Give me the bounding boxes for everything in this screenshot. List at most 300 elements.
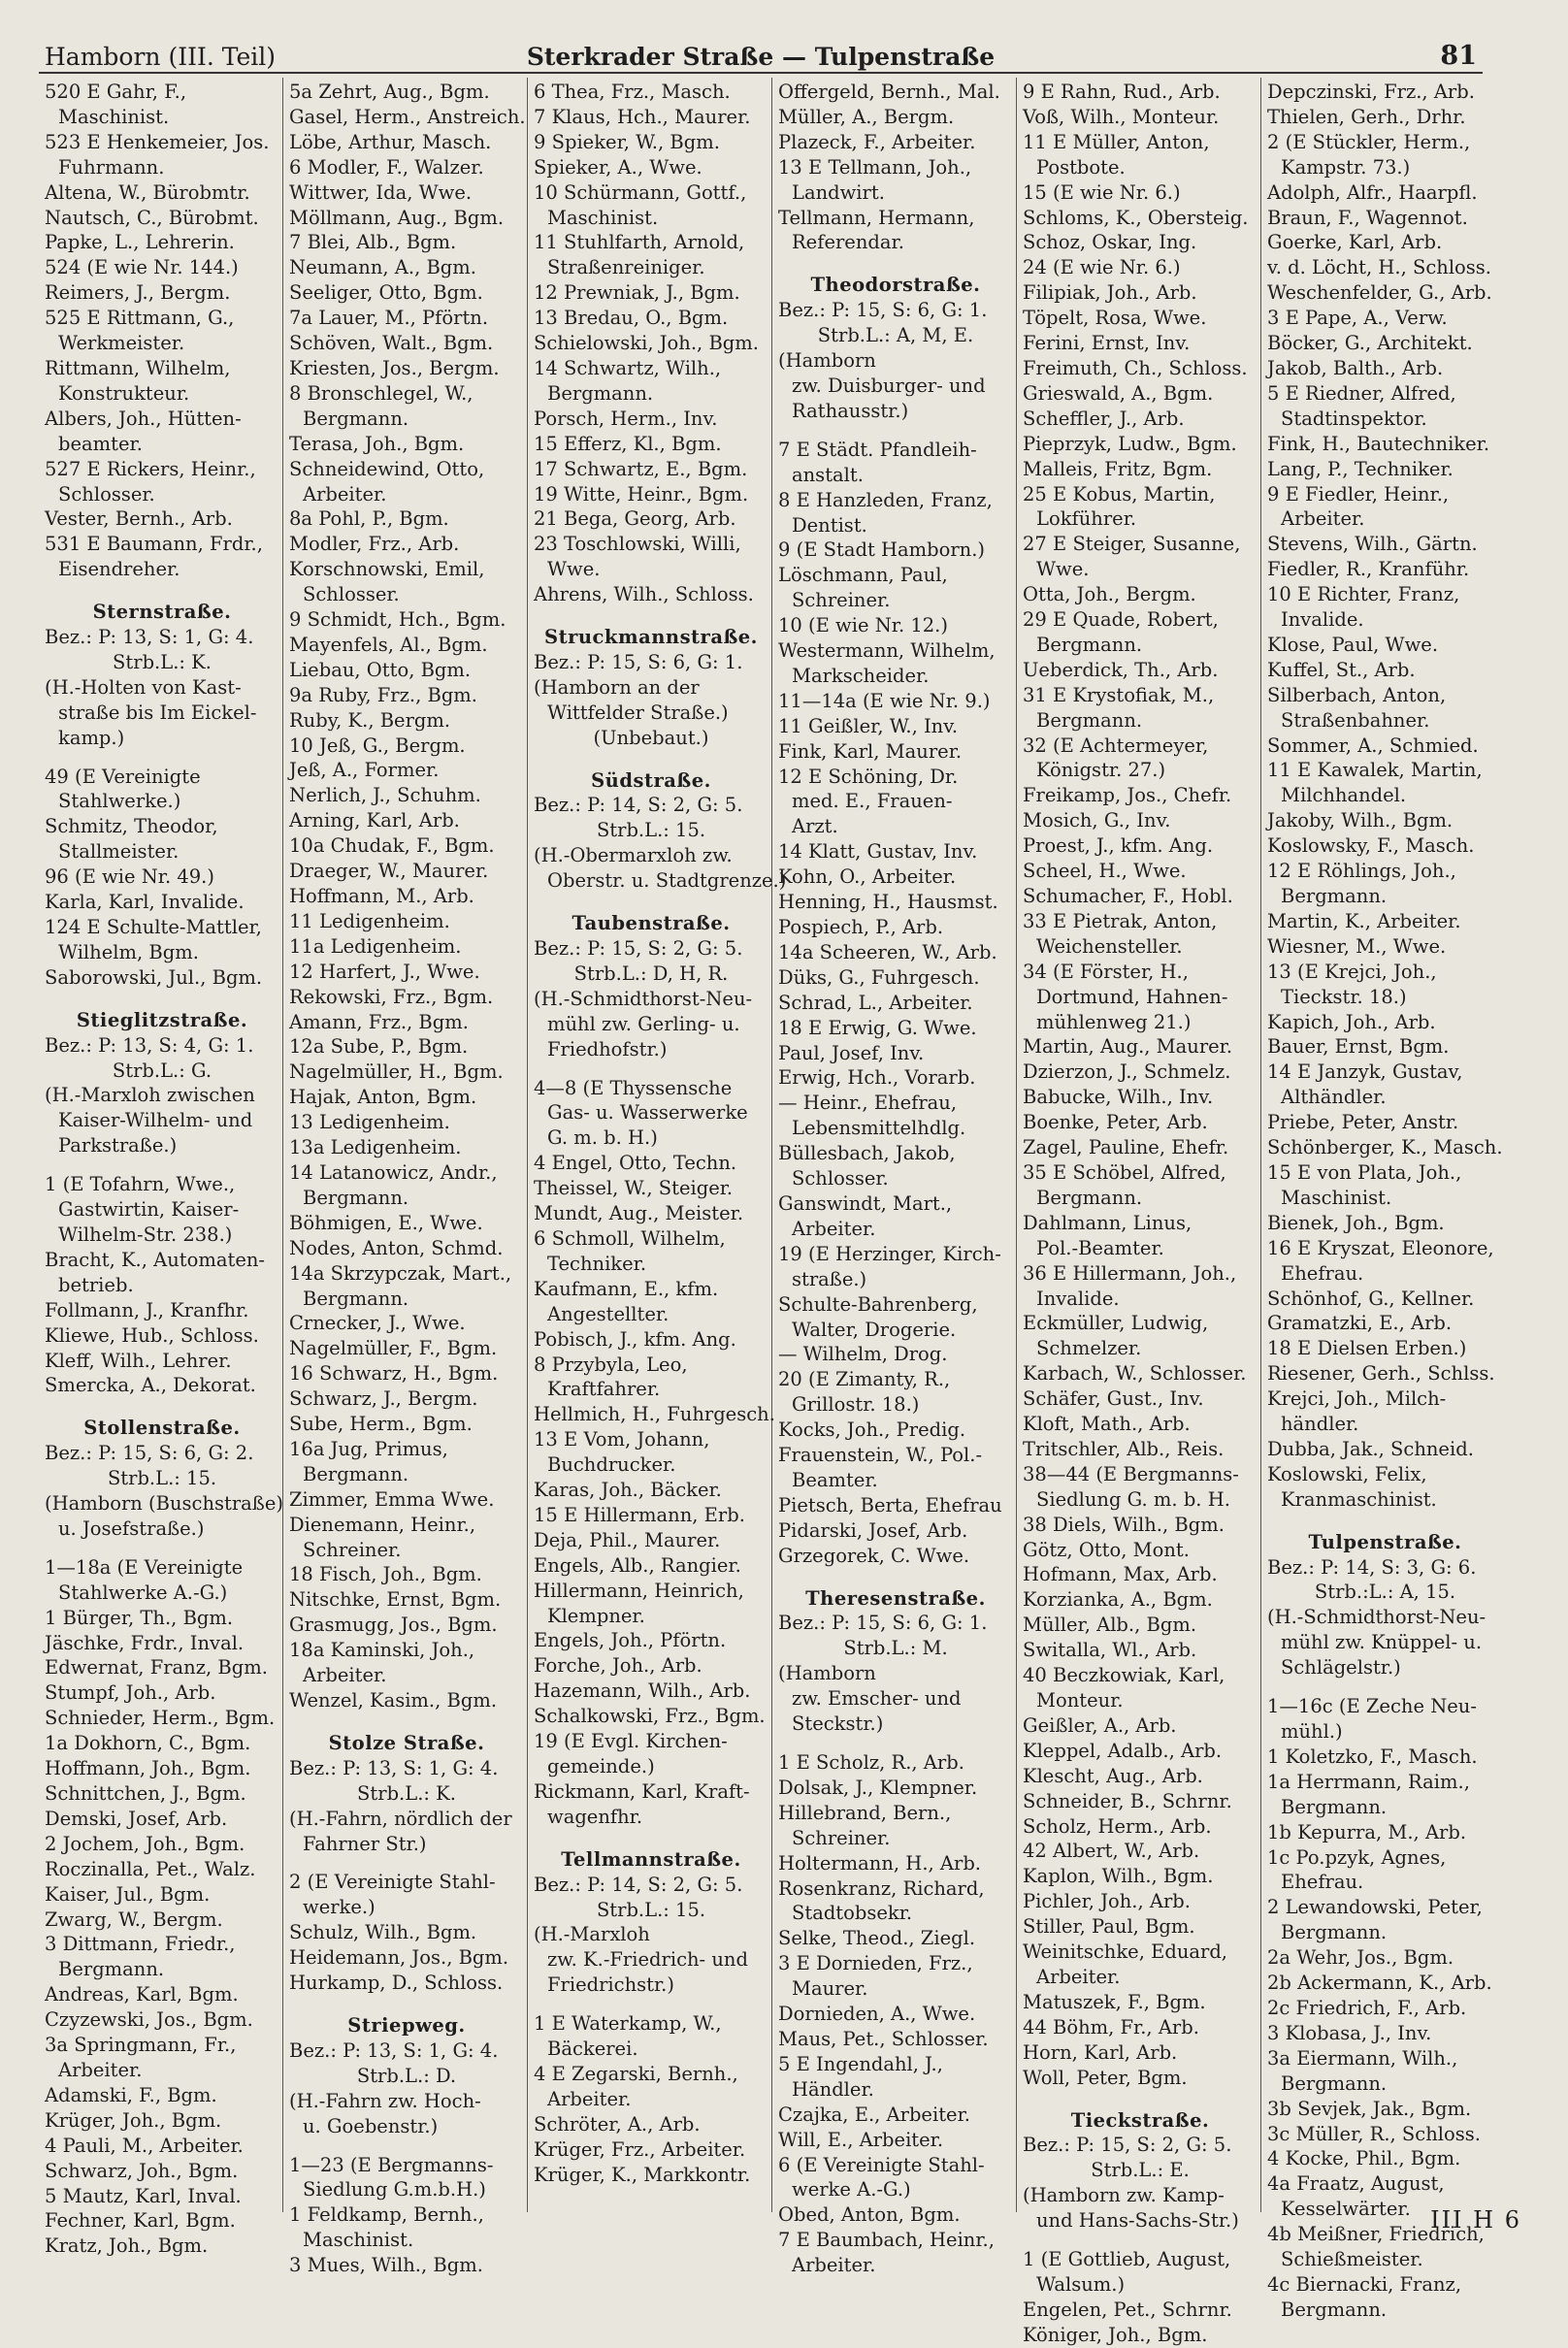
spacer	[45, 582, 279, 596]
entry-continuation: Stadtobsekr.	[792, 1902, 913, 1925]
entry-continuation: Angestellter.	[547, 1302, 670, 1325]
directory-entry: Edwernat, Franz, Bgm.	[45, 1656, 268, 1679]
directory-entry: Fink, H., Bautechniker.	[1267, 432, 1490, 455]
entry-continuation: Siedlung G.m.b.H.)	[303, 2178, 486, 2201]
directory-entry: Dornieden, A., Wwe.	[778, 2003, 976, 2026]
spacer	[534, 1062, 768, 1076]
directory-entry: Dolsak, J., Klempner.	[778, 1776, 978, 1799]
directory-entry: (H.-Obermarxloh zw.	[534, 844, 733, 867]
directory-entry: Selke, Theod., Ziegl.	[778, 1927, 976, 1950]
spacer	[778, 424, 1013, 438]
directory-entry: Offergeld, Bernh., Mal.	[778, 81, 1000, 103]
directory-entry: Freimuth, Ch., Schloss.	[1023, 356, 1248, 379]
street-heading: Südstraße.	[591, 768, 711, 792]
directory-entry: 44 Böhm, Fr., Arb.	[1023, 2015, 1199, 2038]
directory-entry: Rosenkranz, Richard,	[778, 1876, 985, 1900]
directory-entry: Will, E., Arbeiter.	[778, 2128, 944, 2151]
directory-entry: 1a Dokhorn, C., Bgm.	[45, 1732, 251, 1755]
directory-entry: Schneider, B., Schrnr.	[1023, 1789, 1232, 1812]
directory-entry: (Hamborn	[778, 1662, 876, 1685]
entry-continuation: Straßenbahner.	[1281, 708, 1430, 732]
entry-continuation: Maschinist.	[547, 206, 659, 229]
directory-entry: Bez.: P: 14, S: 2, G: 5.	[534, 1873, 743, 1896]
directory-entry: 18 Fisch, Joh., Bgm.	[289, 1563, 482, 1586]
directory-entry: 36 E Hillermann, Joh.,	[1023, 1261, 1237, 1285]
entry-continuation: Schlosser.	[792, 1167, 889, 1190]
directory-entry: 14a Skrzypczak, Mart.,	[289, 1261, 512, 1285]
directory-entry: 10 E Richter, Franz,	[1267, 583, 1460, 606]
entry-continuation: mühl.)	[1281, 1720, 1343, 1743]
directory-entry: Klescht, Aug., Arb.	[1023, 1764, 1203, 1787]
directory-entry: Sommer, A., Schmied.	[1267, 734, 1479, 757]
street-heading: Tellmannstraße.	[561, 1847, 741, 1871]
directory-entry: 11 Geißler, W., Inv.	[778, 714, 959, 737]
entry-continuation: kamp.)	[58, 726, 125, 749]
entry-continuation: Konstrukteur.	[58, 381, 190, 405]
column-2	[283, 78, 528, 2277]
column-3	[528, 78, 787, 2212]
directory-entry: 31 E Krystofiak, M.,	[1023, 683, 1215, 706]
street-heading: Tieckstraße.	[1070, 2108, 1210, 2132]
entry-continuation: Arbeiter.	[547, 2087, 632, 2110]
directory-entry: 34 (E Förster, H.,	[1023, 960, 1189, 983]
directory-entry: 1b Kepurra, M., Arb.	[1267, 1820, 1467, 1843]
directory-entry: 12a Sube, P., Bgm.	[289, 1035, 469, 1059]
directory-entry: Schönhof, G., Kellner.	[1267, 1287, 1475, 1310]
directory-entry: Zagel, Pauline, Ehefr.	[1023, 1136, 1229, 1159]
directory-entry: 3 Mues, Wilh., Bgm.	[289, 2254, 483, 2277]
entry-continuation: Gastwirtin, Kaiser-	[58, 1198, 240, 1222]
directory-entry: Jäschke, Frdr., Inval.	[45, 1631, 245, 1654]
directory-entry: 10 Schürmann, Gottf.,	[534, 180, 747, 204]
directory-entry: 2c Friedrich, F., Arb.	[1267, 1996, 1467, 2019]
directory-entry: Ueberdick, Th., Arb.	[1023, 658, 1219, 681]
entry-continuation: werke.)	[303, 1896, 376, 1919]
directory-entry: Bez.: P: 14, S: 2, G: 5.	[534, 794, 743, 817]
entry-continuation: Kesselwärter.	[1281, 2198, 1411, 2221]
directory-entry: Erwig, Hch., Vorarb.	[778, 1066, 976, 1090]
spacer	[1023, 2234, 1258, 2247]
directory-entry: 8 Przybyla, Leo,	[534, 1353, 688, 1376]
directory-entry: Hoffmann, M., Arb.	[289, 885, 474, 907]
directory-entry: Schielowski, Joh., Bgm.	[534, 332, 759, 355]
spacer	[45, 1398, 279, 1412]
directory-entry: Braun, F., Wagennot.	[1267, 206, 1468, 229]
entry-continuation: Arbeiter.	[58, 2058, 143, 2081]
directory-entry: Müller, Alb., Bgm.	[1023, 1614, 1197, 1637]
directory-entry: Draeger, W., Maurer.	[289, 860, 489, 883]
directory-entry: Bez.: P: 13, S: 4, G: 1.	[45, 1033, 254, 1057]
directory-entry: 13a Ledigenheim.	[289, 1136, 462, 1159]
directory-entry: 12 E Röhlings, Joh.,	[1267, 860, 1456, 883]
header-section: Hamborn (III. Teil)	[45, 43, 277, 71]
directory-entry: Babucke, Wilh., Inv.	[1023, 1086, 1214, 1109]
entry-continuation: und Hans-Sachs-Str.)	[1036, 2209, 1239, 2233]
directory-entry: Kriesten, Jos., Bergm.	[289, 356, 500, 379]
street-info: Strb.L.: K.	[357, 1781, 456, 1805]
directory-entry: 29 E Quade, Robert,	[1023, 608, 1219, 632]
street-info: Strb.:L.: A, 15.	[1314, 1581, 1456, 1604]
entry-continuation: mühl zw. Gerling- u.	[547, 1012, 740, 1035]
directory-entry: Schloms, K., Obersteig.	[1023, 206, 1249, 229]
directory-entry: Möllmann, Aug., Bgm.	[289, 206, 505, 229]
directory-entry: Seeliger, Otto, Bgm.	[289, 281, 483, 305]
directory-entry: (Hamborn an der	[534, 675, 700, 699]
directory-entry: Riesener, Gerh., Schlss.	[1267, 1362, 1495, 1386]
entry-continuation: Wilhelm, Bgm.	[58, 940, 199, 963]
directory-entry: Goerke, Karl, Arb.	[1267, 231, 1443, 254]
entry-continuation: betrieb.	[58, 1273, 134, 1296]
directory-entry: 24 (E wie Nr. 6.)	[1023, 256, 1181, 279]
directory-entry: Kaufmann, E., kfm.	[534, 1277, 719, 1300]
street-info: Strb.L.: D.	[356, 2064, 457, 2087]
directory-entry: Karbach, W., Schlosser.	[1023, 1362, 1247, 1386]
entry-continuation: Stallmeister.	[58, 840, 180, 864]
entry-continuation: med. E., Frauen-	[792, 790, 953, 813]
directory-entry: 1 (E Gottlieb, August,	[1023, 2248, 1231, 2271]
entry-continuation: Gas- u. Wasserwerke	[547, 1101, 748, 1125]
directory-entry: Ahrens, Wilh., Schloss.	[534, 583, 754, 606]
directory-entry: (H.-Schmidthorst-Neu-	[534, 987, 753, 1010]
directory-entry: Holtermann, H., Arb.	[778, 1851, 981, 1875]
directory-entry: Horn, Karl, Arb.	[1023, 2040, 1178, 2064]
directory-entry: 3a Springmann, Fr.,	[45, 2034, 237, 2057]
entry-continuation: Buchdrucker.	[547, 1453, 676, 1477]
directory-entry: Engels, Joh., Pförtn.	[534, 1629, 727, 1652]
directory-entry: 18 E Dielsen Erben.)	[1267, 1337, 1467, 1360]
directory-entry: Rekowski, Frz., Bgm.	[289, 985, 494, 1008]
directory-entry: Gramatzki, E., Arb.	[1267, 1312, 1453, 1335]
directory-entry: 1 Koletzko, F., Masch.	[1267, 1745, 1478, 1768]
directory-entry: 4 Engel, Otto, Techn.	[534, 1152, 737, 1175]
directory-entry: 3 E Pape, A., Verw.	[1267, 307, 1448, 330]
directory-entry: Neumann, A., Bgm.	[289, 256, 476, 279]
directory-entry: 11 E Kawalek, Martin,	[1267, 759, 1483, 782]
directory-entry: Kohn, O., Arbeiter.	[778, 865, 957, 889]
directory-entry: Koslowsky, F., Masch.	[1267, 834, 1475, 858]
directory-entry: Königer, Joh., Bgm.	[1023, 2323, 1208, 2346]
entry-continuation: G. m. b. H.)	[547, 1126, 658, 1150]
directory-entry: Plazeck, F., Arbeiter.	[778, 130, 976, 153]
entry-continuation: Bäckerei.	[547, 2038, 638, 2061]
directory-entry: Martin, K., Arbeiter.	[1267, 909, 1461, 932]
directory-entry: 9 Schmidt, Hch., Bgm.	[289, 608, 506, 632]
directory-entry: Malleis, Fritz, Bgm.	[1023, 457, 1213, 480]
directory-entry: 13 Bredau, O., Bgm.	[534, 307, 729, 330]
directory-entry: 32 (E Achtermeyer,	[1023, 734, 1209, 757]
directory-entry: 4b Meißner, Friedrich,	[1267, 2223, 1485, 2246]
directory-entry: 3 E Dornieden, Frz.,	[778, 1952, 973, 1975]
directory-entry: Bez.: P: 15, S: 6, G: 1.	[778, 299, 988, 322]
directory-entry: Bez.: P: 15, S: 6, G: 2.	[45, 1442, 254, 1465]
entry-continuation: Schreiner.	[792, 589, 891, 612]
directory-entry: Zwarg, W., Bergm.	[45, 1908, 223, 1931]
directory-entry: 4 Kocke, Phil., Bgm.	[1267, 2147, 1461, 2170]
directory-entry: 49 (E Vereinigte	[45, 765, 201, 788]
directory-entry: Mundt, Aug., Meister.	[534, 1202, 744, 1225]
directory-entry: 38—44 (E Bergmanns-	[1023, 1462, 1239, 1485]
entry-continuation: Lebensmittelhdlg.	[792, 1117, 966, 1140]
directory-entry: Sube, Herm., Bgm.	[289, 1413, 473, 1436]
directory-entry: Fiedler, R., Kranführ.	[1267, 558, 1470, 581]
street-info: Strb.L.: G.	[112, 1059, 212, 1082]
directory-entry: Düks, G., Fuhrgesch.	[778, 965, 980, 989]
entry-continuation: Friedrichstr.)	[547, 1973, 674, 1997]
directory-entry: 531 E Baumann, Frdr.,	[45, 533, 263, 556]
directory-entry: Hoffmann, Joh., Bgm.	[45, 1757, 251, 1780]
directory-entry: 1 (E Tofahrn, Wwe.,	[45, 1173, 236, 1196]
street-heading: Tulpenstraße.	[1308, 1530, 1462, 1553]
directory-entry: Arning, Karl, Arb.	[289, 809, 460, 832]
directory-entry: Schulz, Wilh., Bgm.	[289, 1921, 477, 1944]
directory-entry: 3b Sevjek, Jak., Bgm.	[1267, 2097, 1472, 2120]
directory-entry: Engels, Alb., Rangier.	[534, 1553, 741, 1577]
entry-continuation: Siedlung G. m. b. H.	[1036, 1487, 1230, 1511]
directory-entry: 13 (E Krejci, Joh.,	[1267, 960, 1437, 983]
directory-entry: 7 Blei, Alb., Bgm.	[289, 231, 457, 254]
directory-entry: Porsch, Herm., Inv.	[534, 407, 718, 430]
spacer	[534, 894, 768, 907]
directory-entry: Dubba, Jak., Schneid.	[1267, 1437, 1474, 1460]
directory-entry: Otta, Joh., Bergm.	[1023, 583, 1196, 606]
directory-entry: Maus, Pet., Schlosser.	[778, 2027, 989, 2050]
directory-entry: Bez.: P: 15, S: 2, G: 5.	[1023, 2134, 1232, 2157]
entry-continuation: u. Goebenstr.)	[303, 2114, 439, 2137]
entry-continuation: Maurer.	[792, 1977, 868, 2001]
directory-entry: Bienek, Joh., Bgm.	[1267, 1211, 1445, 1234]
directory-entry: Schumacher, F., Hobl.	[1023, 885, 1233, 907]
entry-continuation: Bergmann.	[1281, 2298, 1388, 2321]
directory-entry: Pieprzyk, Ludw., Bgm.	[1023, 432, 1237, 455]
directory-entry: Kuffel, St., Arb.	[1267, 658, 1416, 681]
directory-entry: 9 (E Stadt Hamborn.)	[778, 538, 986, 562]
directory-entry: 4c Biernacki, Franz,	[1267, 2272, 1462, 2296]
directory-entry: Bez.: P: 15, S: 6, G: 1.	[778, 1612, 988, 1635]
directory-entry: Heidemann, Jos., Bgm.	[289, 1946, 509, 1970]
spacer	[534, 1998, 768, 2011]
directory-entry: 7 Klaus, Hch., Maurer.	[534, 105, 751, 128]
directory-entry: 33 E Pietrak, Anton,	[1023, 909, 1218, 932]
directory-entry: Stevens, Wilh., Gärtn.	[1267, 533, 1478, 556]
entry-continuation: Kampstr. 73.)	[1281, 155, 1411, 179]
directory-entry: Matuszek, F., Bgm.	[1023, 1990, 1206, 2013]
directory-entry: 3 Dittmann, Friedr.,	[45, 1933, 236, 1956]
street-heading: Theodorstraße.	[810, 274, 981, 297]
directory-entry: Hillermann, Heinrich,	[534, 1579, 744, 1602]
directory-entry: Scholz, Herm., Arb.	[1023, 1814, 1212, 1838]
spacer	[534, 607, 768, 621]
street-heading: Striepweg.	[347, 2013, 466, 2037]
directory-entry: 15 Efferz, Kl., Bgm.	[534, 432, 722, 455]
directory-entry: Wittwer, Ida, Wwe.	[289, 180, 473, 204]
directory-entry: 7 E Baumbach, Heinr.,	[778, 2229, 995, 2252]
directory-entry: Nerlich, J., Schuhm.	[289, 784, 481, 807]
directory-entry: Silberbach, Anton,	[1267, 683, 1447, 706]
entry-continuation: Referendar.	[792, 231, 904, 254]
directory-entry: Hazemann, Wilh., Arb.	[534, 1679, 751, 1703]
directory-entry: Czyzewski, Jos., Bgm.	[45, 2008, 253, 2032]
directory-entry: Wiesner, M., Wwe.	[1267, 934, 1447, 958]
directory-entry: Schäfer, Gust., Inv.	[1023, 1387, 1204, 1411]
directory-entry: 1 Feldkamp, Bernh.,	[289, 2203, 484, 2227]
street-info: Strb.L.: M.	[843, 1637, 948, 1660]
directory-entry: 11 Ledigenheim.	[289, 909, 450, 932]
directory-entry: Schneidewind, Otto,	[289, 457, 485, 480]
spacer	[778, 1569, 1013, 1582]
directory-entry: Grasmugg, Jos., Bgm.	[289, 1614, 498, 1637]
directory-entry: Kapich, Joh., Arb.	[1267, 1010, 1436, 1033]
entry-continuation: Friedhofstr.)	[547, 1037, 668, 1060]
directory-entry: Schwarz, J., Bergm.	[289, 1387, 478, 1411]
directory-entry: Schrad, L., Arbeiter.	[778, 991, 973, 1014]
directory-entry: Henning, H., Hausmst.	[778, 891, 998, 914]
entry-continuation: Schreiner.	[792, 1826, 891, 1849]
directory-entry: 1—23 (E Bergmanns-	[289, 2153, 494, 2176]
entry-continuation: Arbeiter.	[1036, 1965, 1121, 1988]
directory-entry: Switalla, Wl., Arb.	[1023, 1639, 1197, 1662]
directory-entry: Tellmann, Hermann,	[778, 206, 975, 229]
directory-entry: 3 Klobasa, J., Inv.	[1267, 2021, 1432, 2044]
directory-entry: Jakob, Balth., Arb.	[1267, 356, 1444, 379]
entry-continuation: wagenfhr.	[547, 1805, 643, 1828]
directory-entry: 9 E Fiedler, Heinr.,	[1267, 482, 1450, 505]
entry-continuation: Bergmann.	[1036, 1186, 1143, 1209]
directory-entry: Albers, Joh., Hütten-	[45, 407, 242, 430]
directory-entry: Obed, Anton, Bgm.	[778, 2203, 961, 2227]
directory-entry: Krejci, Joh., Milch-	[1267, 1387, 1447, 1411]
directory-entry: 7 E Städt. Pfandleih-	[778, 438, 977, 461]
entry-continuation: Bergmann.	[303, 1186, 409, 1209]
directory-entry: Gasel, Herm., Anstreich.	[289, 105, 526, 128]
directory-entry: 12 Harfert, J., Wwe.	[289, 960, 480, 983]
directory-entry: Löbe, Arthur, Masch.	[289, 130, 492, 153]
directory-entry: 527 E Rickers, Heinr.,	[45, 457, 256, 480]
directory-entry: 6 (E Vereinigte Stahl-	[778, 2153, 985, 2176]
spacer	[45, 1158, 279, 1172]
entry-continuation: Althändler.	[1281, 1086, 1387, 1109]
street-heading: Taubenstraße.	[572, 912, 731, 935]
directory-entry: 11 Stuhlfarth, Arnold,	[534, 231, 745, 254]
directory-entry: 14 Schwartz, Wilh.,	[534, 356, 722, 379]
directory-entry: Adamski, F., Bgm.	[45, 2083, 217, 2106]
entry-continuation: Steckstr.)	[792, 1712, 884, 1736]
directory-entry: Scheel, H., Wwe.	[1023, 860, 1187, 883]
directory-entry: 14 E Janzyk, Gustav,	[1267, 1060, 1463, 1084]
entry-continuation: Tieckstr. 18.)	[1281, 985, 1407, 1008]
directory-entry: 27 E Steiger, Susanne,	[1023, 533, 1241, 556]
directory-entry: 8 E Hanzleden, Franz,	[778, 488, 993, 511]
directory-entry: (Hamborn (Buschstraße)	[45, 1492, 283, 1516]
directory-entry: Kratz, Joh., Bgm.	[45, 2234, 209, 2258]
directory-entry: Hillebrand, Bern.,	[778, 1801, 952, 1824]
spacer	[1267, 1680, 1503, 1694]
directory-entry: Adolph, Alfr., Haarpfl.	[1267, 180, 1478, 204]
directory-entry: Schmitz, Theodor,	[45, 815, 218, 838]
directory-entry: 6 Thea, Frz., Masch.	[534, 81, 731, 103]
directory-entry: Saborowski, Jul., Bgm.	[45, 965, 263, 989]
directory-entry: 8a Pohl, P., Bgm.	[289, 507, 449, 531]
directory-entry: (H.-Schmidthorst-Neu-	[1267, 1606, 1486, 1629]
directory-entry: Theissel, W., Steiger.	[534, 1177, 734, 1200]
directory-entry: Rickmann, Karl, Kraft-	[534, 1779, 750, 1803]
directory-entry: 16 E Kryszat, Eleonore,	[1267, 1236, 1494, 1259]
spacer	[1023, 2091, 1258, 2104]
directory-entry: 14 Klatt, Gustav, Inv.	[778, 840, 978, 864]
directory-entry: Kocks, Joh., Predig.	[778, 1419, 966, 1442]
directory-entry: Jeß, A., Former.	[289, 759, 440, 782]
directory-entry: Mayenfels, Al., Bgm.	[289, 633, 488, 656]
spacer	[289, 1713, 524, 1727]
directory-entry: 11a Ledigenheim.	[289, 934, 462, 958]
directory-entry: 2 (E Vereinigte Stahl-	[289, 1871, 496, 1894]
directory-entry: Müller, A., Bergm.	[778, 105, 955, 128]
directory-entry: Modler, Frz., Arb.	[289, 533, 460, 556]
directory-entry: Voß, Wilh., Monteur.	[1023, 105, 1220, 128]
entry-continuation: Monteur.	[1036, 1689, 1124, 1712]
directory-entry: Bez.: P: 13, S: 1, G: 4.	[45, 626, 254, 649]
directory-entry: Büllesbach, Jakob,	[778, 1142, 956, 1165]
directory-entry: 10 Jeß, G., Bergm.	[289, 734, 466, 757]
directory-entry: (H.-Fahrn zw. Hoch-	[289, 2089, 481, 2112]
directory-entry: 12 Prewniak, J., Bgm.	[534, 281, 740, 305]
directory-entry: Korschnowski, Emil,	[289, 558, 485, 581]
entry-continuation: Schreiner.	[303, 1538, 402, 1561]
directory-entry: Spieker, A., Wwe.	[534, 155, 702, 179]
directory-entry: Pospiech, P., Arb.	[778, 916, 944, 938]
directory-entry: Deja, Phil., Maurer.	[534, 1528, 721, 1551]
directory-entry: 3c Müller, R., Schloss.	[1267, 2122, 1481, 2145]
directory-entry: Töpelt, Rosa, Wwe.	[1023, 307, 1207, 330]
entry-continuation: werke A.-G.)	[792, 2178, 911, 2201]
entry-continuation: Maschinist.	[303, 2229, 414, 2252]
directory-entry: Böcker, G., Architekt.	[1267, 332, 1473, 355]
entry-continuation: Markscheider.	[792, 664, 930, 687]
directory-entry: (H.-Marxloh zwischen	[45, 1084, 255, 1107]
directory-entry: 96 (E wie Nr. 49.)	[45, 865, 214, 889]
entry-continuation: Kaiser-Wilhelm- und	[58, 1109, 253, 1132]
column-1	[39, 78, 283, 2258]
directory-entry: Woll, Peter, Bgm.	[1023, 2066, 1188, 2089]
directory-entry: Amann, Frz., Bgm.	[289, 1010, 469, 1033]
directory-entry: Ferini, Ernst, Inv.	[1023, 332, 1191, 355]
entry-continuation: Stadtinspektor.	[1281, 407, 1427, 430]
directory-entry: 9a Ruby, Frz., Bgm.	[289, 683, 478, 706]
entry-continuation: mühlenweg 21.)	[1036, 1010, 1192, 1033]
directory-entry: Papke, L., Lehrerin.	[45, 231, 235, 254]
entry-continuation: Fuhrmann.	[58, 155, 165, 179]
entry-continuation: Schießmeister.	[1281, 2248, 1423, 2271]
entry-continuation: Klempner.	[547, 1604, 645, 1627]
entry-continuation: zw. Emscher- und	[792, 1687, 962, 1711]
directory-entry: 38 Diels, Wilh., Bgm.	[1023, 1513, 1225, 1536]
directory-entry: Stumpf, Joh., Arb.	[45, 1681, 216, 1705]
directory-entry: Bez.: P: 13, S: 1, G: 4.	[289, 1756, 499, 1779]
entry-continuation: Arbeiter.	[303, 482, 387, 505]
entry-continuation: Beamter.	[792, 1468, 878, 1491]
entry-continuation: beamter.	[58, 432, 143, 455]
street-heading: Struckmannstraße.	[544, 626, 758, 649]
directory-entry: Priebe, Peter, Anstr.	[1267, 1111, 1459, 1134]
directory-entry: Pichler, Joh., Arb.	[1023, 1890, 1191, 1913]
directory-entry: 1—18a (E Vereinigte	[45, 1555, 244, 1579]
directory-entry: Schnittchen, J., Bgm.	[45, 1782, 246, 1805]
directory-entry: Krüger, Joh., Bgm.	[45, 2108, 222, 2132]
directory-entry: Schröter, A., Arb.	[534, 2112, 701, 2136]
directory-entry: Fink, Karl, Maurer.	[778, 739, 963, 763]
directory-entry: Krüger, Frz., Arbeiter.	[534, 2137, 746, 2161]
directory-entry: 17 Schwartz, E., Bgm.	[534, 457, 748, 480]
directory-entry: Terasa, Joh., Bgm.	[289, 432, 465, 455]
